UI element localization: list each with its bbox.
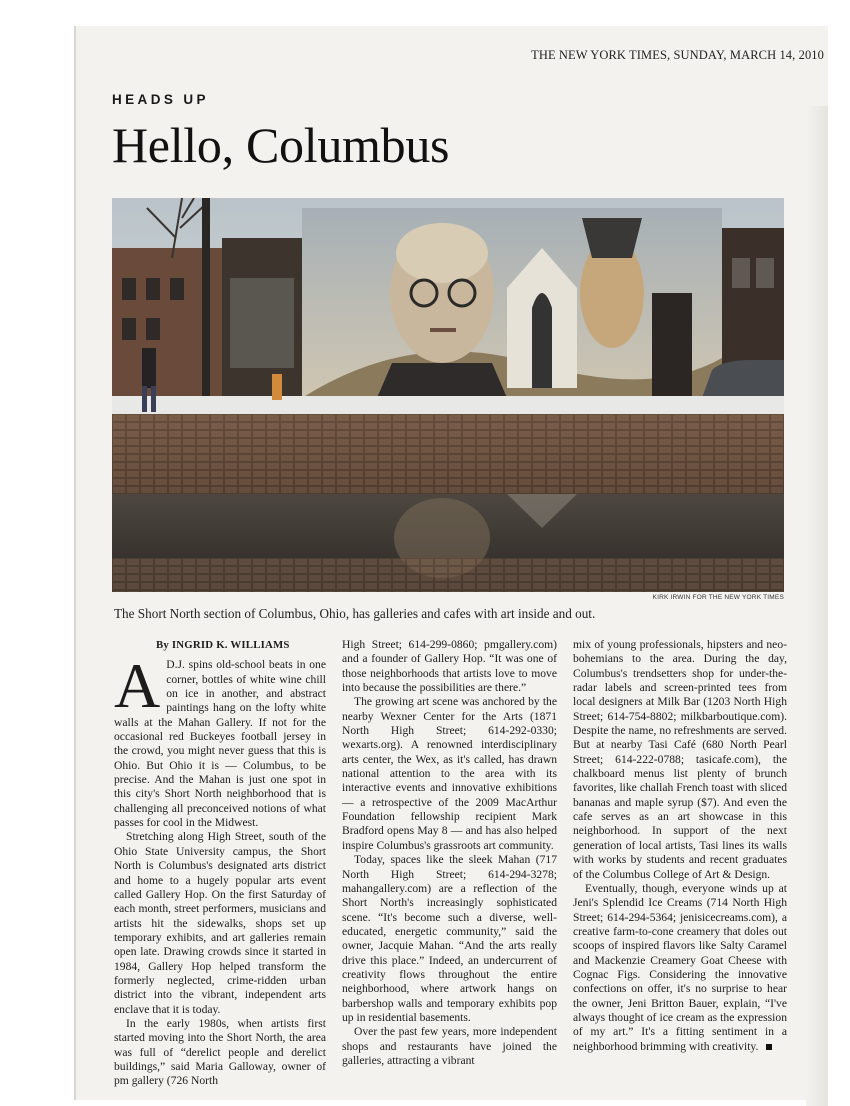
article-paragraph (114, 650, 326, 830)
article-paragraph: Today, spaces like the sleek Mahan (717 North High Street; 614-294-3278; mahangallery.com) are a reflection of the Short North's increasingly sophisticated scene. “It's become such a diverse, well-educated, energetic community,” said the owner, Jacquie Mahan. “And the arts really drive this place.” Indeed, an undercurrent of creativity flows throughout the entire neighborhood, where artwork hangs on barbershop walls and temporary exhibits pop up in residential basements. (342, 853, 557, 1024)
article-paragraph: Stretching along High Street, south of the Ohio State University campus, the Short North is Columbus's designated arts district and home to a hugely popular arts event called Gallery Hop. On the first Saturday of each month, street performers, musicians and artists hit the sidewalks, shops set up temporary exhibits, and art galleries remain open late. Drawing crowds since it started in 1984, Gallery Hop helped transform the formerly neglected, crime-ridden urban district into the vibrant, independent arts enclave that it is today. (114, 830, 326, 1016)
article-paragraph: High Street; 614-299-0860; pmgallery.com) and a founder of Gallery Hop. “It was one of those neighborhoods that artists love to move into because the possibilities are there.” (342, 638, 557, 695)
scan-shadow-edge (806, 106, 828, 1106)
headline: Hello, Columbus (112, 117, 450, 173)
article-paragraph: In the early 1980s, when artists first started moving into the Short North, the area was full of “derelict people and derelict buildings,” said Maria Galloway, owner of pm gallery (726 North (114, 1016, 326, 1088)
masthead-dateline: THE NEW YORK TIMES, SUNDAY, MARCH 14, 2010 (531, 48, 824, 62)
newspaper-clipping (76, 26, 828, 1100)
end-mark-icon (766, 1044, 772, 1050)
article-column-1 (114, 638, 326, 1089)
article-paragraph: The growing art scene was anchored by the nearby Wexner Center for the Arts (1871 North High Street; 614-292-0330; wexarts.org). A renowned interdisciplinary arts center, the Wex, as it's called, has drawn national attention to the area with its interactive events and innovative exhibitions — a retrospective of the 2009 MacArthur Foundation fellowship recipient Mark Bradford opens May 8 — and has also helped inspire Columbus's grassroots art community. (342, 695, 557, 852)
drop-cap: A (114, 650, 161, 722)
article-column-2 (342, 638, 557, 1068)
article-column-3 (573, 638, 787, 1054)
section-kicker: HEADS UP (112, 92, 209, 107)
byline: By INGRID K. WILLIAMS (156, 639, 290, 651)
article-paragraph (573, 882, 787, 1054)
mural-street-illustration (112, 198, 784, 592)
mural-photo (112, 198, 784, 592)
paragraph-text: D.J. spins old-school beats in one corner, bottles of white wine chill on ice in another, and abstract paintings hang on the lofty white walls at the Mahan Gallery. If not for the occasional red Buckeyes football jersey in the crowd, you might never guess that this is Ohio. But Ohio it is — Columbus, to be precise. And the Mahan is just one spot in this city's Short North neighborhood that is challenging all preconceived notions of what passes for cool in the Midwest. (114, 658, 326, 830)
article-paragraph: Over the past few years, more independent shops and restaurants have joined the galleries, attracting a vibrant (342, 1025, 557, 1067)
paragraph-text: Eventually, though, everyone winds up at Jeni's Splendid Ice Creams (714 North High Street; 614-294-5364; jenisicecreams.com), a creative farm-to-cone creamery that doles out scoops of inspired flavors like Salty Caramel and Mackenzie Creamery Goat Cheese with Cognac Figs. Considering the innovative confections on offer, it's no surprise to hear the owner, Jeni Britton Bauer, explain, “I've always thought of ice cream as the expression of my art.” It's a fitting sentiment in a neighborhood brimming with creativity. (573, 881, 787, 1053)
article-paragraph: mix of young professionals, hipsters and neo-bohemians to the area. During the day, Columbus's trendsetters shop for under-the-radar labels and screen-printed tees from local designers at Milk Bar (1203 North High Street; 614-754-8802; milkbarboutique.com). Despite the name, no refreshments are served. But at nearby Tasi Café (680 North Pearl Street; 614-222-0788; tasicafe.com), the chalkboard menus list plenty of brunch favorites, like challah French toast with sliced bananas and maple syrup ($7). And even the cafe serves as an art showcase in this neighborhood. In support of the next generation of local artists, Tasi lines its walls with works by students and recent graduates of the Columbus College of Art & Design. (573, 638, 787, 881)
photo-caption: The Short North section of Columbus, Ohio, has galleries and cafes with art inside and out. (114, 606, 596, 621)
photo-credit: KIRK IRWIN FOR THE NEW YORK TIMES (652, 594, 784, 601)
